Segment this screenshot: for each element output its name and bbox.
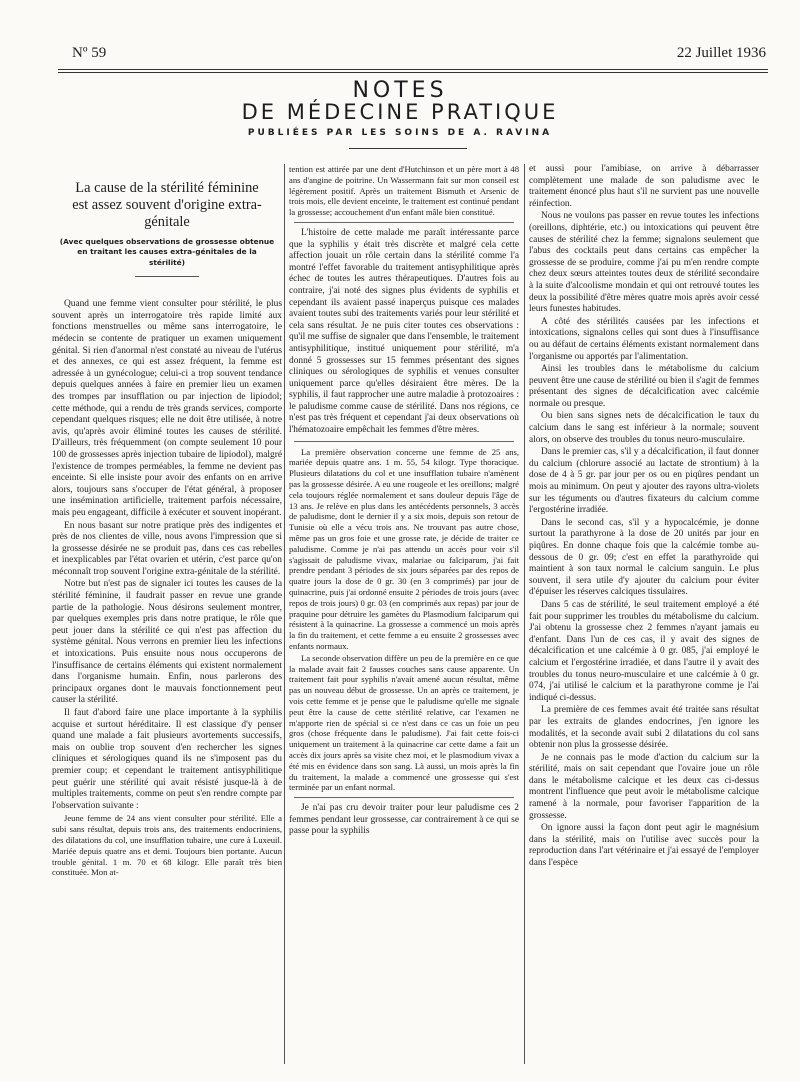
issue-date: 22 Juillet 1936 [676,45,766,61]
column-divider [524,164,525,1064]
column-divider [284,164,285,1064]
paragraph: A côté des stérilités causées par les infections et intoxications, signalons celles qui sont dues à l'insuffisance ou au défaut de certains éléments existant normalement dans l'organisme ou apportés par l'alimentation. [529,316,759,362]
paragraph: La première de ces femmes avait été traitée sans résultat par les extraits de glandes endocrines, j'en ignore les modalités, et la seconde avait subi 2 dilatations du col sans obtenir non plus la grossesse désirée. [529,705,759,751]
masthead-publisher: PUBLIÉES PAR LES SOINS DE A. RAVINA [247,128,553,138]
observation-paragraph: Jeune femme de 24 ans vient consulter pour stérilité. Elle a subi sans résultat, depuis trois ans, des traitements endocriniens, des dilatations du col, une insufflation tubaire, une cure à Luxeuil. Mariée depuis quatre ans et demi. Toujours bien portante. Aucun trouble génital. 1 m. 70 et 68 kilogr. Elle paraît très bien constituée. Mon at- [52,813,282,878]
masthead-rule [349,148,467,149]
column-3 [529,164,759,1064]
observation-paragraph: La première observation concerne une femme de 25 ans, mariée depuis quatre ans. 1 m. 55, 54 kilogr. Type thoracique. Plusieurs dilatations du col et une insufflation tubaire n'amènent pas la grossesse désirée. A eu une rougeole et les oreillons; malgré cela toujours réglée normalement et sans douleur depuis l'âge de 13 ans. Je relève en plus dans les antécédents personnels, 3 accès de paludisme, dont le dernier il y a six mois, depuis son retour de Tunisie où elle a vécu trois ans. Ne trouvant pas autre chose, même pas un gros foie et une grosse rate, je décide de traiter ce paludisme. Comme je n'ai pas attendu un accès pour voir s'il s'agissait de paludisme vivax, malariae ou falciparum, j'ai fait prendre pendant 3 périodes de six jours séparées par des repos de quatre jours la dose de 0 gr. 30 (en 3 comprimés) par jour de quinacrine, puis j'ai ordonné ensuite 2 périodes de trois jours (avec repos de trois jours) 0 gr. 03 (en comprimés aux repas) par jour de praquine pour détruire les gamètes du Plasmodium falciparum qui résistent à la quinacrine. La grossesse a commencé un mois après la fin du traitement, et cette femme a eu ensuite 2 grossesses avec enfants normaux. [289,446,519,652]
section-separator [294,441,515,442]
paragraph: Notre but n'est pas de signaler ici toutes les causes de la stérilité féminine, il faudrait passer en revue une grande partie de la pathologie. Nous désirons seulement montrer, par quelques exemples pris dans notre pratique, le rôle que peut jouer dans la stérilité ce qui n'est pas affection du système génital. Nous verrons en premier lieu les infections et intoxications. Puis ensuite nous nous occuperons de l'insuffisance de certains éléments qui existent normalement dans l'organisme humain. Enfin, nous parlerons des principaux organes dont le mauvais fonctionnement peut causer la stérilité. [52,579,282,706]
observation-paragraph: La seconde observation diffère un peu de la première en ce que la malade avait fait 2 fausses couches sans cause apparente. Un traitement fait pour syphilis n'avait amené aucun résultat, même pas un nouveau début de grossesse. Un an après ce traitement, je vois cette femme et je pense que le paludisme qu'elle me signale peut être la cause de cette stérilité relative, car l'examen ne m'apporte rien de spécial si ce n'est dans ce cas un foie un peu gros (chose fréquente dans le paludisme). J'ai fait cette fois-ci uniquement un traitement à la quinacrine car cette dame a fait un accès dix jours après sa visite chez moi, et le plasmodium vivax a été mis en évidence dans son sang. Là aussi, un mois après la fin du traitement, la malade a commencé une grossesse qui s'est terminée par un enfant normal. [289,652,519,793]
paragraph: L'histoire de cette malade me paraît intéressante parce que la syphilis y était très discrète et malgré cela cette affection jouait un rôle certain dans la stérilité comme l'a montré l'effet favorable du traitement antisyphilitique après échec de toutes les autres thérapeutiques. D'autres fois au contraire, j'ai noté des signes plus évidents de syphilis et cependant ils avaient passé inaperçus puisque ces malades avaient toutes subi des traitements variés pour leur stérilité et cela sans résultat. Je ne puis citer toutes ces observations : qu'il me suffise de signaler que dans l'ensemble, le traitement antisyphilitique, institué uniquement pour stérilité, m'a donné 5 grossesses sur 15 femmes présentant des signes cliniques ou sérologiques de syphilis et venues consulter uniquement parce qu'elles désiraient être mères. De la syphilis, il faut rapprocher une autre maladie à protozoaires : le paludisme comme cause de stérilité. Dans nos régions, ce n'est pas très fréquent et cependant j'ai deux observations où l'hématozoaire empêchait les femmes d'être mères. [289,227,519,436]
title-rule [135,276,199,277]
masthead-title: NOTES [352,78,448,103]
column-2 [289,164,519,1064]
paragraph: Je ne connais pas le mode d'action du calcium sur la stérilité, mais on sait cependant que l'ovaire joue un rôle dans le métabolisme calcique et les deux cas ci-dessus montrent l'influence que peut avoir le métabolisme calcique ramené à la normale, pour favoriser l'apparition de la grossesse. [529,752,759,821]
observation-paragraph: tention est attirée par une dent d'Hutchinson et un père mort à 48 ans d'angine de poitrine. Un Wassermann fait sur mon conseil est légèrement positif. Après un traitement Bismuth et Arsenic de trois mois, elle devient enceinte, le traitement est continué pendant la grossesse; accouchement d'un enfant mâle bien constitué. [289,164,519,218]
paragraph: Je n'ai pas cru devoir traiter pour leur paludisme ces 2 femmes pendant leur grossesse, car contrairement à ce qui se passe pour la syphilis [289,803,519,837]
paragraph: Ainsi les troubles dans le métabolisme du calcium peuvent être une cause de stérilité ou bien il s'agit de femmes présentant des signes de décalcification avec calcémie normale ou presque. [529,364,759,409]
paragraph: On ignore aussi la façon dont peut agir le magnésium dans la stérilité, mais on l'utilise avec succès pour la reproduction dans l'art vétérinaire et j'ai essayé de l'employer dans l'espèce [529,823,759,869]
column-1 [52,164,282,1064]
paragraph: Nous ne voulons pas passer en revue toutes les infections (oreillons, diphtérie, etc.) ou intoxications qui peuvent être causes de stérilité chez la femme; signalons seulement que l'abus des cocktails peut dans certains cas empêcher la grossesse de se produire, comme j'ai pu m'en rendre compte chez deux sœurs atteintes toutes deux de stérilité secondaire à la suite d'alcoolisme mondain et qui ont retrouvé toutes les deux la possibilité d'être mères quatre mois après avoir cessé leurs funestes habitudes. [529,211,759,315]
paragraph: En nous basant sur notre pratique près des indigentes et près de nos clientes de ville, nous avons l'impression que si la grossesse désirée ne se produit pas, dans ces cas rebelles et inexplicables par l'état ovarien et utérin, c'est parce qu'on méconnaît trop souvent l'origine extra-génitale de la stérilité. [52,520,282,577]
paragraph: Quand une femme vient consulter pour stérilité, le plus souvent après un interrogatoire très rapide limité aux fonctions menstruelles ou même sans interrogatoire, le médecin se contente de pratiquer un examen uniquement génital. Si rien d'anormal n'est constaté au niveau de l'utérus et des annexes, ce qui est assez fréquent, la femme est adressée à un gynécologue; celui-ci a trop souvent tendance depuis quelques années à faire en premier lieu un examen des trompes par insufflation ou par injection de lipiodol; cette méthode, qui a rendu de très grands services, comporte cependant quelques risques; elle ne doit être utilisée, à notre avis, qu'après avoir éliminé toutes les causes de stérilité. D'ailleurs, très fréquemment (on compte seulement 10 pour 100 de grossesses après injection tubaire de lipiodol), malgré l'existence de trompes perméables, la femme ne devient pas enceinte. Si elle insiste pour avoir des enfants on en arrive alors, toujours sans s'occuper de l'état général, à proposer une insémination artificielle, traitement parfois nécessaire, mais peu engageant, difficile à exécuter et souvent inopérant. [52,299,282,518]
paragraph: Ou bien sans signes nets de décalcification le taux du calcium dans le sang est inférieur à la normale; souvent alors, on observe des troubles du tonus neuro-musculaire. [529,411,759,445]
header-rule [58,69,768,70]
article-title-line2: est assez souvent d'origine extra-génitale [72,197,262,230]
issue-number: Nº 59 [72,45,107,61]
paragraph: Dans le second cas, s'il y a hypocalcémie, je donne surtout la parathyrone à la dose de 20 unités par jour en piqûres. En donne chaque fois que la calcémie tombe au-dessous de 0 gr. 09; c'est en effet la parathyroïde qui maintient à son taux normal le calcium sanguin. Le plus souvent, il sera utile d'y ajouter du calcium pour éviter d'épuiser les réserves calciques tissulaires. [529,517,759,598]
article-title [52,180,282,231]
article-subtitle: (Avec quelques observations de grossesse obtenue en traitant les causes extra-génitales de la stérilité) [59,237,275,267]
article-title-line1: La cause de la stérilité féminine [75,180,259,196]
section-separator [294,222,515,223]
masthead-subtitle: DE MÉDECINE PRATIQUE [241,100,559,124]
header-rule [58,72,768,73]
paragraph: Dans 5 cas de stérilité, le seul traitement employé a été fait pour supprimer les troubles du métabolisme du calcium. J'ai obtenu la grossesse chez 2 femmes n'ayant jamais eu d'enfant. Dans l'un de ces cas, il y avait des signes de décalcification et une calcémie à 0 gr. 085, j'ai employé le calcium et l'ergostérine irradiée, et dans l'autre il y avait des troubles du tonus neuro-musculaire et une calcémie à 0 gr. 074, j'ai utilisé le calcium et la parathyrone comme je l'ai indiqué ci-dessus. [529,599,759,703]
paragraph: et aussi pour l'amibiase, on arrive à débarrasser complètement une malade de son paludisme avec le traitement énoncé plus haut s'il ne survient pas une nouvelle réinfection. [529,164,759,209]
section-separator [294,797,515,798]
paragraph: Dans le premier cas, s'il y a décalcification, il faut donner du calcium (chlorure associé au lactate de strontium) à la dose de 4 à 5 gr. par jour per os ou en piqûres pendant un mois au minimum. On peut y ajouter des rayons ultra-violets sur les téguments ou d'autres fixateurs du calcium comme l'ergostérine irradiée. [529,447,759,516]
paragraph: Il faut d'abord faire une place importante à la syphilis acquise et surtout héréditaire. Il est classique d'y penser quand une malade a fait plusieurs avortements successifs, mais on oublie trop souvent d'en rechercher les signes cliniques et sérologiques quand ils ne s'imposent pas du premier coup; et cependant le traitement antisyphilitique peut guérir une stérilité qui avait résisté jusque-là à de multiples traitements, comme on peut s'en rendre compte par l'observation suivante : [52,708,282,811]
